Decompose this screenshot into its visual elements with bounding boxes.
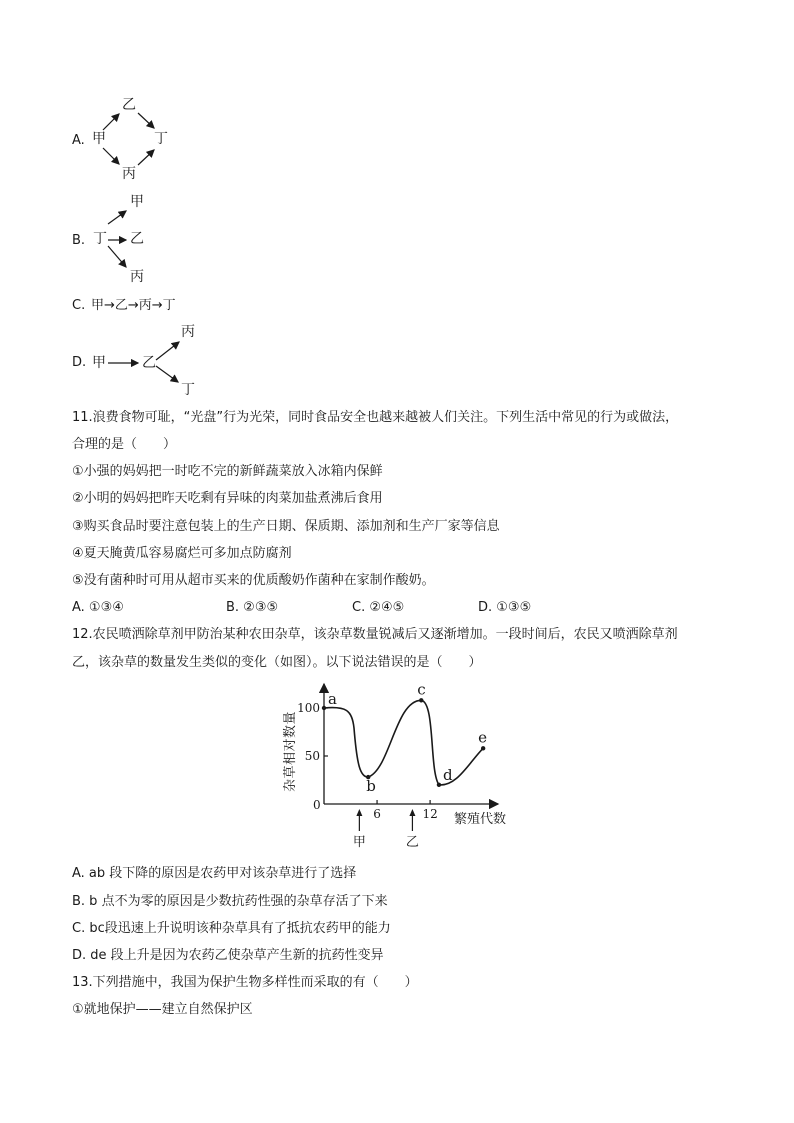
q11-choice-d: D. ①③⑤	[478, 600, 532, 615]
option-a-arrows	[0, 0, 794, 200]
q11-stem-line2: 合理的是（ ）	[72, 437, 177, 452]
pesticide-label-1: 乙	[405, 835, 419, 850]
weed-curve	[324, 700, 483, 785]
option-d-letter: D.	[72, 355, 87, 370]
q12-choice-c: C. bc段迅速上升说明该种杂草具有了抵抗农药甲的能力	[72, 921, 391, 936]
point-d	[437, 783, 441, 787]
option-b-arrows	[0, 180, 794, 300]
q11-choice-a: A. ①③④	[72, 600, 124, 615]
q11-item-3: ③购买食品时要注意包装上的生产日期、保质期、添加剂和生产厂家等信息	[72, 519, 500, 534]
y-axis-label: 杂草相对数量	[283, 710, 298, 792]
point-label-c: c	[417, 680, 426, 699]
arrow-jia-bing	[103, 148, 119, 164]
y-tick-label-100: 100	[297, 701, 320, 715]
point-label-d: d	[442, 765, 453, 784]
point-c	[419, 698, 423, 702]
node-b-jia: 甲	[130, 194, 144, 210]
point-label-e: e	[478, 728, 488, 747]
x-axis-label: 繁殖代数	[454, 812, 507, 827]
q11-choice-c: C. ②④⑤	[352, 600, 405, 615]
q13-item-1: ①就地保护——建立自然保护区	[72, 1002, 253, 1017]
node-b-yi: 乙	[130, 231, 144, 247]
node-a-ding: 丁	[154, 131, 168, 147]
x-tick-label-12: 12	[422, 807, 438, 821]
node-d-yi: 乙	[142, 355, 156, 371]
pesticide-label-0: 甲	[352, 835, 366, 850]
q12-stem-line2: 乙，该杂草的数量发生类似的变化（如图）。以下说法错误的是（ ）	[72, 655, 482, 670]
q12-choice-d: D. de 段上升是因为农药乙使杂草产生新的抗药性变异	[72, 948, 384, 963]
pesticide-arrowhead-1	[409, 809, 415, 816]
option-a-letter: A.	[72, 133, 85, 148]
option-c-text: 甲→乙→丙→丁	[91, 298, 176, 313]
point-e	[481, 746, 485, 750]
q11-item-5: ⑤没有菌种时可用从超市买来的优质酸奶作菌种在家制作酸奶。	[72, 573, 435, 588]
q13-stem: 13.下列措施中，我国为保护生物多样性而采取的有（ ）	[72, 975, 418, 990]
point-label-a: a	[328, 690, 337, 708]
arrow-jia-yi	[103, 114, 119, 130]
q12-choice-b: B. b 点不为零的原因是少数抗药性强的杂草存活了下来	[72, 894, 388, 909]
q11-item-2: ②小明的妈妈把昨天吃剩有异味的肉菜加盐煮沸后食用	[72, 491, 383, 506]
option-d-arrows	[0, 320, 794, 410]
node-a-jia: 甲	[92, 131, 106, 147]
node-d-bing: 丙	[181, 324, 195, 340]
node-b-bing: 丙	[130, 269, 144, 285]
q12-stem-line1: 12.农民喷洒除草剂甲防治某种农田杂草，该杂草数量锐减后又逐渐增加。一段时间后，农民又喷洒除草剂	[72, 627, 678, 642]
q12-choice-a: A. ab 段下降的原因是农药甲对该杂草进行了选择	[72, 866, 357, 881]
option-b-letter: B.	[72, 233, 86, 248]
q11-stem-line1: 11.浪费食物可耻，“光盘”行为光荣，同时食品安全也越来越被人们关注。下列生活中常见的行为或做法，	[72, 410, 679, 425]
q11-item-4: ④夏天腌黄瓜容易腐烂可多加点防腐剂	[72, 546, 292, 561]
node-a-yi: 乙	[122, 97, 136, 113]
node-b-ding: 丁	[93, 231, 107, 247]
pesticide-arrowhead-0	[356, 809, 362, 816]
origin-label: 0	[313, 798, 321, 812]
node-a-bing: 丙	[122, 166, 136, 182]
point-a	[322, 706, 326, 710]
q11-choice-b: B. ②③⑤	[226, 600, 279, 615]
x-tick-label-6: 6	[373, 807, 381, 821]
y-tick-label-50: 50	[304, 749, 320, 763]
node-d-jia: 甲	[92, 355, 106, 371]
option-c-letter: C.	[72, 298, 86, 313]
weed-count-chart	[280, 680, 520, 870]
node-d-ding: 丁	[181, 382, 195, 398]
arrow-yi-ding	[138, 113, 154, 128]
point-label-b: b	[366, 777, 376, 796]
q11-item-1: ①小强的妈妈把一时吃不完的新鲜蔬菜放入冰箱内保鲜	[72, 464, 383, 479]
arrow-bing-ding	[138, 150, 154, 165]
